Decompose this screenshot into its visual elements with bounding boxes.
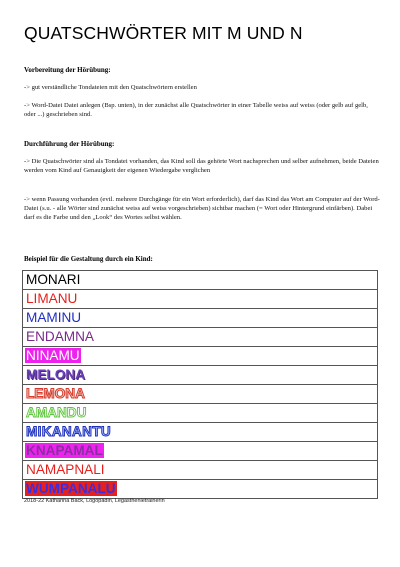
execution-heading: Durchführung der Hörübung: [24, 140, 115, 148]
word-text: MELONA [26, 367, 85, 382]
word-cell[interactable] [23, 423, 378, 442]
page-title: QUATSCHWÖRTER MIT M UND N [24, 23, 303, 43]
word-cell[interactable] [23, 290, 378, 309]
preparation-heading: Vorbereitung der Hörübung: [24, 66, 111, 74]
word-cell[interactable] [23, 309, 378, 328]
word-row [23, 366, 378, 385]
word-text: KNAPAMAL [26, 443, 103, 458]
execution-paragraph-2: -> wenn Passung vorhanden (evtl. mehrere Durchgänge für ein Wort erforderlich), darf das Kind das Wort am Computer auf der Word-Datei (s.u. - alle Wörter sind zunächst weiss auf weiss vorgeschrieben) sichtbar machen (= Wort oder Hintergrund einfärben). Dabei darf es die Farbe und den „Look“ des Wortes selbst wählen. [24, 196, 380, 222]
word-row [23, 461, 378, 480]
word-cell[interactable] [23, 442, 378, 461]
word-row [23, 290, 378, 309]
word-cell[interactable] [23, 461, 378, 480]
preparation-line-1: -> gut verständliche Tondateien mit den Quatschwörtern erstellen [24, 84, 197, 91]
word-row [23, 423, 378, 442]
word-cell[interactable] [23, 347, 378, 366]
word-cell[interactable] [23, 404, 378, 423]
word-row [23, 404, 378, 423]
word-text: NINAMU [26, 348, 80, 363]
word-text: LEMONA [26, 386, 85, 401]
word-cell[interactable] [23, 385, 378, 404]
word-text: LIMANU [26, 291, 78, 306]
footer-credit: 2018-22 Katharina Back, Logopädin, Legasthenietrainerin [24, 498, 165, 504]
word-cell[interactable] [23, 366, 378, 385]
word-text: MONARI [26, 272, 81, 287]
word-row [23, 442, 378, 461]
word-row [23, 385, 378, 404]
word-text: WUMPANALU [26, 481, 116, 496]
word-text: ENDAMNA [26, 329, 94, 344]
word-text: NAMAPNALI [26, 462, 105, 477]
word-cell[interactable] [23, 328, 378, 347]
execution-paragraph-1: -> Die Quatschwörter sind als Tondatei vorhanden, das Kind soll das gehörte Wort nachsprechen und selber aufnehmen, beide Dateien werden vom Kind auf Genauigkeit der eigenen Wiedergabe verglichen [24, 158, 379, 175]
word-row [23, 309, 378, 328]
word-text: AMANDU [26, 405, 87, 420]
word-cell[interactable] [23, 271, 378, 290]
word-table [22, 270, 378, 499]
word-text: MIKANANTU [26, 424, 112, 439]
word-cell[interactable] [23, 480, 378, 499]
example-heading: Beispiel für die Gestaltung durch ein Kind: [24, 255, 153, 263]
word-text: MAMINU [26, 310, 82, 325]
word-row [23, 480, 378, 499]
word-row [23, 271, 378, 290]
preparation-line-2: -> Word-Datei Datei anlegen (Bsp. unten), in der zunächst alle Quatschwörter in einer Tabelle weiss auf weiss (oder gelb auf gelb, oder ...) geschrieben sind. [24, 102, 368, 119]
word-row [23, 328, 378, 347]
word-row [23, 347, 378, 366]
